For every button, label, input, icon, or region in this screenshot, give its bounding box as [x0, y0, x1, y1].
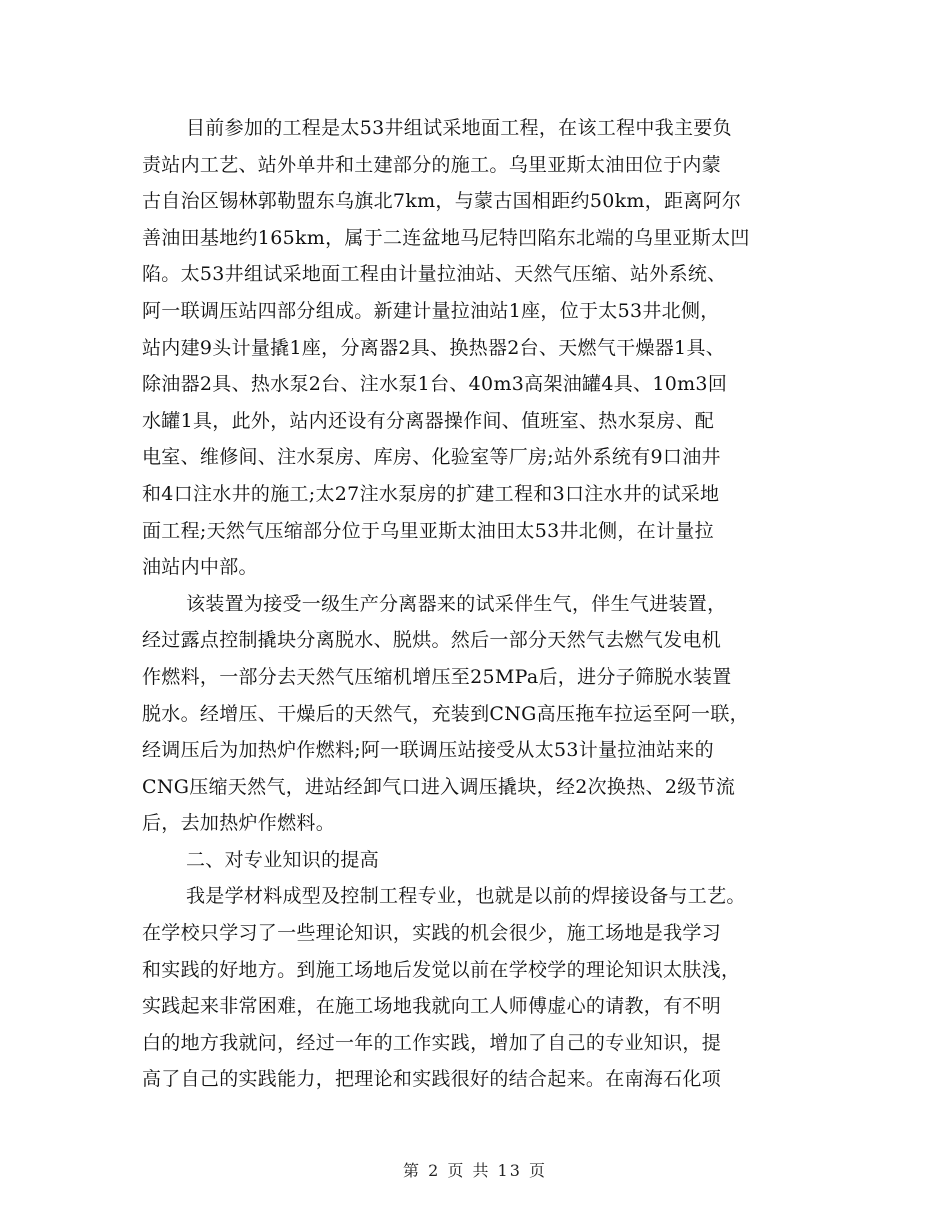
text-line: 和实践的好地方。到施工场地后发觉以前在学校学的理论知识太肤浅， — [142, 958, 741, 981]
text-line: 古自治区锡林郭勒盟东乌旗北7km，与蒙古国相距约50km，距离阿尔 — [142, 190, 742, 213]
text-line: 经过露点控制撬块分离脱水、脱烘。然后一部分天然气去燃气发电机 — [142, 629, 722, 652]
text-line: 作燃料，一部分去天然气压缩机增压至25MPa后，进分子筛脱水装置 — [142, 665, 732, 688]
body-text — [142, 110, 822, 1098]
text-line: 油站内中部。 — [142, 556, 258, 579]
text-line: 该装置为接受一级生产分离器来的试采伴生气，伴生气进装置， — [186, 592, 727, 615]
page-footer: 第 2 页 共 13 页 — [403, 1161, 547, 1180]
text-line: 脱水。经增压、干燥后的天然气，充装到CNG高压拖车拉运至阿一联， — [142, 702, 749, 725]
text-line: 实践起来非常困难，在施工场地我就向工人师傅虚心的请教，有不明 — [142, 995, 722, 1018]
text-line: 高了自己的实践能力，把理论和实践很好的结合起来。在南海石化项 — [142, 1068, 722, 1091]
text-line: 经调压后为加热炉作燃料;阿一联调压站接受从太53计量拉油站来的 — [142, 739, 714, 762]
text-line: 二、对专业知识的提高 — [186, 848, 380, 871]
text-line: 我是学材料成型及控制工程专业，也就是以前的焊接设备与工艺。 — [186, 885, 746, 908]
text-line: 目前参加的工程是太53井组试采地面工程，在该工程中我主要负 — [186, 117, 732, 139]
text-line: 面工程;天然气压缩部分位于乌里亚斯太油田太53井北侧，在计量拉 — [142, 519, 714, 542]
text-line: 在学校只学习了一些理论知识，实践的机会很少，施工场地是我学习 — [142, 922, 722, 945]
text-line: 后，去加热炉作燃料。 — [142, 812, 336, 835]
text-line: 陷。太53井组试采地面工程由计量拉油站、天然气压缩、站外系统、 — [142, 263, 727, 286]
text-line: 水罐1具，此外，站内还设有分离器操作间、值班室、热水泵房、配 — [142, 409, 715, 432]
text-line: 责站内工艺、站外单井和土建部分的施工。乌里亚斯太油田位于内蒙 — [142, 153, 722, 176]
text-line: 善油田基地约165km，属于二连盆地马尼特凹陷东北端的乌里亚斯太凹 — [142, 226, 750, 249]
text-line: 电室、维修间、注水泵房、库房、化验室等厂房;站外系统有9口油井 — [142, 446, 721, 469]
text-line: 站内建9头计量撬1座，分离器2具、换热器2台、天燃气干燥器1具、 — [142, 336, 726, 359]
text-line: 和4口注水井的施工;太27注水泵房的扩建工程和3口注水井的试采地 — [142, 482, 720, 505]
text-line: 阿一联调压站四部分组成。新建计量拉油站1座，位于太53井北侧， — [142, 299, 720, 322]
text-line: 除油器2具、热水泵2台、注水泵1台、40m3高架油罐4具、10m3回 — [142, 373, 728, 396]
text-line: 白的地方我就问，经过一年的工作实践，增加了自己的专业知识，提 — [142, 1031, 722, 1054]
text-line: CNG压缩天然气，进站经卸气口进入调压撬块，经2次换热、2级节流 — [142, 775, 736, 798]
